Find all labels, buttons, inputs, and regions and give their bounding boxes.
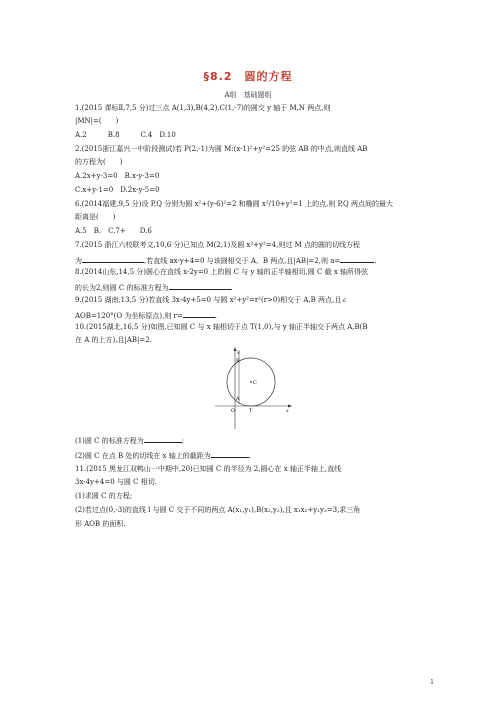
text-fragment: . bbox=[374, 257, 377, 265]
answer-blank bbox=[82, 255, 144, 263]
text-fragment: . bbox=[230, 284, 233, 292]
text-line: A.2 B.8 C.4 D.10 bbox=[75, 131, 176, 139]
text-line: 在 A 的上方),且|AB|=2. bbox=[75, 336, 152, 344]
text-fragment: 的长为2,则圆 C 的标准方程为 bbox=[75, 284, 169, 292]
label-a: A bbox=[236, 396, 240, 402]
text-fragment: . bbox=[248, 452, 251, 460]
text-line-with-blank bbox=[75, 282, 233, 293]
answer-blank bbox=[211, 450, 249, 458]
circle-diagram bbox=[212, 345, 292, 429]
text-line: 1.(2015 课标Ⅱ,7,5 分)过三点 A(1,3),B(4,2),C(1,-7)的圆交 y 轴于 M,N 两点,则 bbox=[75, 104, 331, 112]
label-y: y bbox=[237, 349, 240, 355]
label-t: T bbox=[249, 408, 253, 414]
text-line: C.x+y-1=0 D.2x-y-5=0 bbox=[75, 186, 160, 194]
text-fragment: (2)圆 C 在点 B 处的切线在 x 轴上的截距为 bbox=[75, 452, 211, 460]
center-point bbox=[250, 381, 252, 383]
text-line: (1)求圆 C 的方程; bbox=[75, 492, 133, 500]
text-line: 形 AOB 的面积. bbox=[75, 520, 126, 528]
text-line: 的方程为( ) bbox=[75, 158, 123, 166]
text-line: 11.(2015 黑龙江双鸭山一中期中,20)已知圆 C 的半径为 2,圆心在 x 轴正半轴上,直线 bbox=[75, 465, 342, 473]
text-line-with-blanks bbox=[75, 255, 376, 266]
text-line: A.2x+y-3=0 B.x-y-3=0 bbox=[75, 172, 160, 180]
label-b: B bbox=[236, 358, 240, 364]
label-o: O bbox=[231, 408, 236, 414]
text-line-with-blank bbox=[75, 310, 217, 321]
text-line: 10.(2015湖北,16,5 分)如图,已知圆 C 与 x 轴相切于点 T(1,0),与 y 轴正半轴交于两点 A,B(B bbox=[75, 323, 368, 331]
text-line: 7.(2015 浙江六校联考文,10,6 分)已知点 M(2,1)及圆 x²+y²=4,则过 M 点的圆的切线方程 bbox=[75, 241, 360, 249]
text-line: 8.(2014山东,14,5 分)圆心在直线 x-2y=0 上的圆 C 与 y 轴的正半轴相切,圆 C 截 x 轴所得弦 bbox=[75, 268, 368, 276]
text-fragment: ; bbox=[181, 437, 185, 445]
text-fragment: AOB=120°(O 为坐标原点),则 r= bbox=[75, 312, 183, 320]
section-subtitle: A组 基础题组 bbox=[224, 91, 272, 99]
text-line: 距离是( ) bbox=[75, 213, 116, 221]
text-line: 2.(2015浙江嘉兴一中阶段测试)若 P(2,-1)为圆 M:(x-1)²+y²=25 的弦 AB 的中点,则直线 AB bbox=[75, 145, 368, 153]
answer-blank bbox=[183, 310, 215, 318]
answer-blank bbox=[340, 255, 377, 265]
text-line: 6.(2014福建,9,5 分)设 P,Q 分别为圆 x²+(y-6)²=2 和椭圆 x²/10+y²=1 上的点,则 P,Q 两点间的最大 bbox=[75, 200, 394, 208]
text-line: 9.(2015 湖南,13,5 分)若直线 3x-4y+5=0 与圆 x²+y²=r²(r>0)相交于 A,B 两点,且∠ bbox=[75, 296, 348, 304]
text-line: |MN|=( ) bbox=[75, 117, 119, 125]
text-fragment: . bbox=[214, 312, 217, 320]
page-title: §8.2 圆的方程 bbox=[203, 70, 293, 83]
text-line-with-blank bbox=[75, 435, 184, 446]
label-c: C bbox=[253, 380, 257, 386]
page-number: 1 bbox=[430, 679, 434, 686]
answer-blank bbox=[169, 282, 231, 290]
text-line: A.5 B. C.7+ D.6 bbox=[75, 227, 152, 235]
text-fragment: 为 bbox=[75, 257, 82, 265]
label-x: x bbox=[286, 408, 289, 414]
text-line: (2)若过点(0,-3)的直线 l 与圆 C 交于不同的两点 A(x₁,y₁),B(x₂,y₂),且 x₁x₂+y₁y₂=3,求三角 bbox=[75, 506, 361, 514]
text-fragment: ,若直线 ax-y+4=0 与该圆相交于 A、B 两点,且|AB|=2,则 a= bbox=[144, 257, 341, 265]
text-line-with-blank bbox=[75, 450, 251, 461]
text-line: 3x-4y+4=0 与圆 C 相切. bbox=[75, 478, 157, 486]
answer-blank bbox=[144, 435, 185, 445]
text-fragment: (1)圆 C 的标准方程为 bbox=[75, 437, 144, 445]
